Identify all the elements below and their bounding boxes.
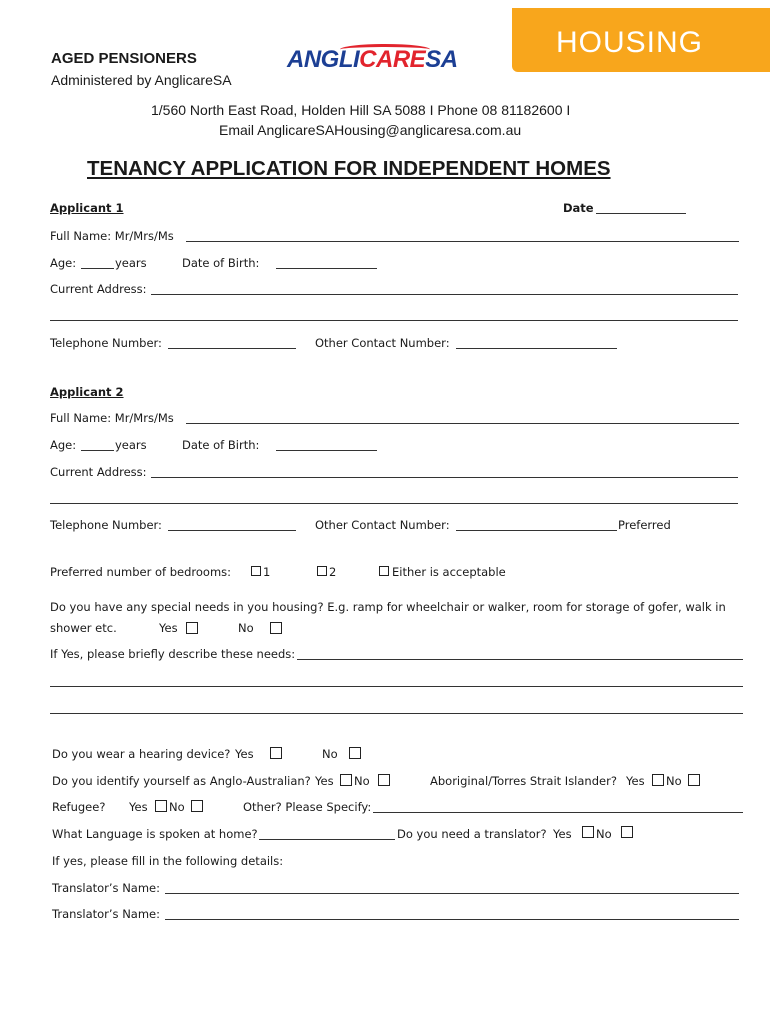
translator-no-checkbox[interactable] — [621, 826, 633, 838]
applicant1-telephone-field[interactable] — [168, 348, 296, 349]
special-needs-describe-field[interactable] — [297, 659, 743, 660]
applicant2-preferred-label: Preferred — [618, 518, 671, 532]
hearing-label: Do you wear a hearing device? — [52, 747, 231, 761]
hearing-no-checkbox[interactable] — [349, 747, 361, 759]
applicant1-address-field[interactable] — [151, 294, 738, 295]
special-needs-no-label: No — [238, 621, 254, 635]
applicant1-telephone-label: Telephone Number: — [50, 336, 162, 350]
refugee-other-label: Other? Please Specify: — [243, 800, 372, 814]
refugee-no-checkbox[interactable] — [191, 800, 203, 812]
bedrooms-either-checkbox[interactable] — [379, 566, 389, 576]
email-line: Email AnglicareSAHousing@anglicaresa.com.au — [219, 122, 522, 138]
translator-name-label-1: Translator’s Name: — [52, 881, 161, 895]
applicant2-fullname-label: Full Name: Mr/Mrs/Ms — [50, 411, 174, 425]
applicant2-heading: Applicant 2 — [50, 385, 124, 399]
applicant2-other-contact-label: Other Contact Number: — [315, 518, 450, 532]
refugee-yes-checkbox[interactable] — [155, 800, 167, 812]
special-needs-describe-field-2[interactable] — [50, 686, 743, 687]
applicant2-dob-label: Date of Birth: — [182, 438, 260, 452]
date-label: Date — [563, 201, 594, 215]
applicant1-age-field[interactable] — [81, 268, 114, 269]
bedrooms-label: Preferred number of bedrooms: — [50, 565, 232, 579]
aboriginal-no-checkbox[interactable] — [688, 774, 700, 786]
translator-question-label: Do you need a translator? — [397, 827, 547, 841]
translator-yes-label: Yes — [553, 827, 572, 841]
applicant2-telephone-label: Telephone Number: — [50, 518, 162, 532]
special-needs-yes-label: Yes — [159, 621, 178, 635]
hearing-no-label: No — [322, 747, 338, 761]
bedrooms-2-label: 2 — [329, 565, 337, 579]
applicant1-dob-label: Date of Birth: — [182, 256, 260, 270]
applicant1-fullname-field[interactable] — [186, 241, 739, 242]
applicant2-age-field[interactable] — [81, 450, 114, 451]
refugee-yes-label: Yes — [129, 800, 148, 814]
anglo-yes-label: Yes — [315, 774, 334, 788]
special-needs-describe-label: If Yes, please briefly describe these needs: — [50, 647, 296, 661]
hearing-yes-checkbox[interactable] — [270, 747, 282, 759]
logo-text-care: CARE — [359, 46, 426, 73]
anglo-no-checkbox[interactable] — [378, 774, 390, 786]
aboriginal-label: Aboriginal/Torres Strait Islander? — [430, 774, 617, 788]
applicant2-address-field-2[interactable] — [50, 503, 738, 504]
aboriginal-no-label: No — [666, 774, 682, 788]
refugee-no-label: No — [169, 800, 185, 814]
translator-no-label: No — [596, 827, 612, 841]
translator-name-field-2[interactable] — [165, 919, 739, 920]
translator-yes-checkbox[interactable] — [582, 826, 594, 838]
applicant2-other-contact-field[interactable] — [456, 530, 617, 531]
applicant2-fullname-field[interactable] — [186, 423, 739, 424]
applicant1-address-field-2[interactable] — [50, 320, 738, 321]
applicant1-fullname-label: Full Name: Mr/Mrs/Ms — [50, 229, 174, 243]
applicant1-address-label: Current Address: — [50, 282, 147, 296]
bedrooms-2-checkbox[interactable] — [317, 566, 327, 576]
special-needs-no-checkbox[interactable] — [270, 622, 282, 634]
applicant2-address-field[interactable] — [151, 477, 738, 478]
hearing-yes-label: Yes — [235, 747, 254, 761]
anglo-no-label: No — [354, 774, 370, 788]
logo-text-angli: ANGLI — [287, 46, 360, 73]
address-line: 1/560 North East Road, Holden Hill SA 5088 I Phone 08 81182600 I — [151, 102, 571, 118]
bedrooms-either-label: Either is acceptable — [392, 565, 506, 579]
applicant1-years-label: years — [115, 256, 147, 270]
applicant1-other-contact-field[interactable] — [456, 348, 617, 349]
org-name: AGED PENSIONERS — [51, 50, 197, 67]
translator-name-label-2: Translator’s Name: — [52, 907, 161, 921]
applicant1-heading: Applicant 1 — [50, 201, 124, 215]
applicant1-dob-field[interactable] — [276, 268, 377, 269]
anglo-label: Do you identify yourself as Anglo-Australian? — [52, 774, 311, 788]
language-field[interactable] — [259, 839, 395, 840]
anglo-yes-checkbox[interactable] — [340, 774, 352, 786]
translator-intro: If yes, please fill in the following details: — [52, 854, 284, 868]
applicant2-dob-field[interactable] — [276, 450, 377, 451]
aboriginal-yes-checkbox[interactable] — [652, 774, 664, 786]
special-needs-question-cont: shower etc. — [50, 621, 117, 635]
refugee-label: Refugee? — [52, 800, 106, 814]
applicant1-other-contact-label: Other Contact Number: — [315, 336, 450, 350]
page-title: TENANCY APPLICATION FOR INDEPENDENT HOMES — [87, 157, 611, 180]
aboriginal-yes-label: Yes — [626, 774, 645, 788]
anglicare-logo — [287, 46, 458, 74]
special-needs-question: Do you have any special needs in you housing? E.g. ramp for wheelchair or walker, room for storage of gofer, walk in — [50, 600, 726, 614]
applicant2-address-label: Current Address: — [50, 465, 147, 479]
refugee-other-field[interactable] — [373, 812, 743, 813]
date-field[interactable] — [596, 213, 686, 214]
language-label: What Language is spoken at home? — [52, 827, 258, 841]
translator-name-field-1[interactable] — [165, 893, 739, 894]
logo-text-sa: SA — [425, 46, 458, 73]
applicant2-age-label: Age: — [50, 438, 77, 452]
housing-banner-text: HOUSING — [556, 26, 704, 59]
special-needs-describe-field-3[interactable] — [50, 713, 743, 714]
bedrooms-1-label: 1 — [263, 565, 271, 579]
applicant1-age-label: Age: — [50, 256, 77, 270]
org-administrator: Administered by AnglicareSA — [51, 72, 232, 88]
applicant2-years-label: years — [115, 438, 147, 452]
applicant2-telephone-field[interactable] — [168, 530, 296, 531]
special-needs-yes-checkbox[interactable] — [186, 622, 198, 634]
bedrooms-1-checkbox[interactable] — [251, 566, 261, 576]
